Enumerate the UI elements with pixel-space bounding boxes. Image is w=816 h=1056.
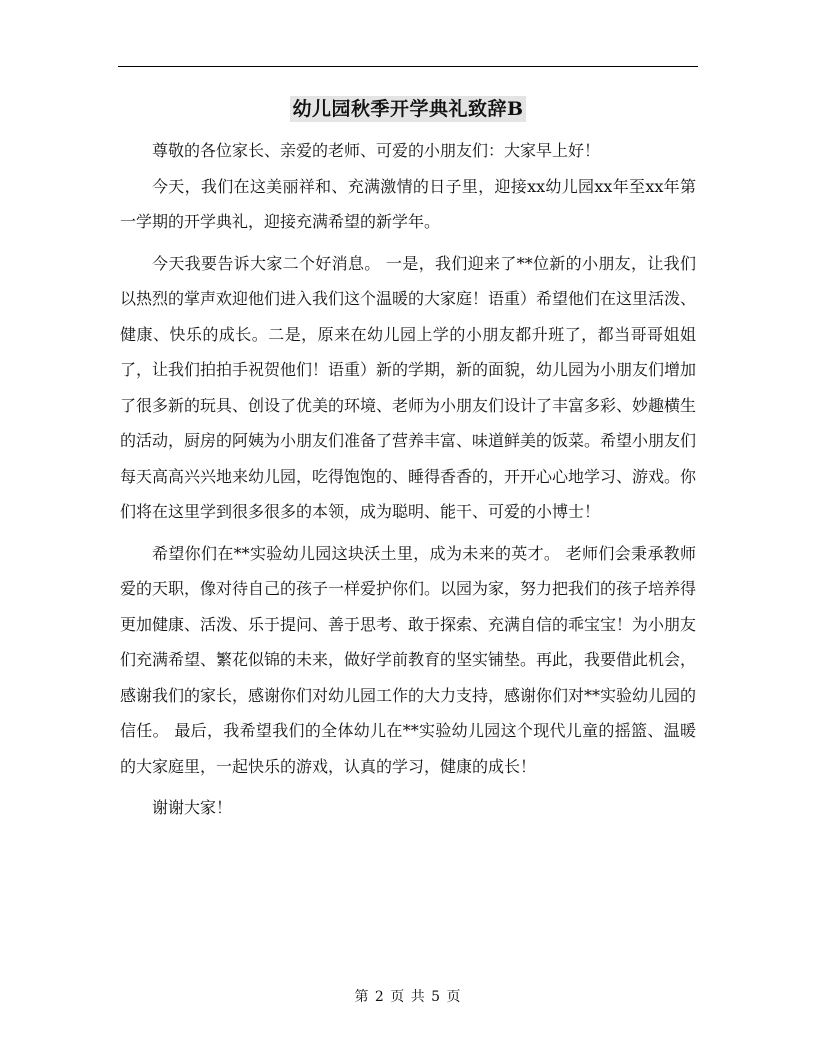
body-paragraph: 今天我要告诉大家二个好消息。 一是，我们迎来了**位新的小朋友，让我们以热烈的掌声欢迎他们进入我们这个温暖的大家庭！语重）希望他们在这里活泼、健康、快乐的成长。二是，原来在幼儿园上学的小朋友都升班了，都当哥哥姐姐了，让我们拍拍手祝贺他们！语重）新的学期，新的面貌，幼儿园为小朋友们增加了很多新的玩具、创设了优美的环境、老师为小朋友们设计了丰富多彩、妙趣横生的活动，厨房的阿姨为小朋友们准备了营养丰富、味道鲜美的饭菜。希望小朋友们每天高高兴兴地来幼儿园，吃得饱饱的、睡得香香的，开开心心地学习、游戏。你们将在这里学到很多很多的本领，成为聪明、能干、可爱的小博士！ — [120, 253, 697, 521]
page-number-footer: 第 2 页 共 5 页 — [354, 989, 462, 1005]
document-title: 幼儿园秋季开学典礼致辞B — [292, 98, 524, 120]
header-rule — [118, 66, 698, 67]
document-title-line — [0, 96, 816, 122]
closing-paragraph: 谢谢大家！ — [152, 798, 233, 817]
greeting-paragraph: 尊敬的各位家长、亲爱的老师、可爱的小朋友们：大家早上好！ — [152, 141, 601, 160]
body-paragraph: 希望你们在**实验幼儿园这块沃土里，成为未来的英才。 老师们会秉承教师爱的天职，像对待自己的孩子一样爱护你们。以园为家，努力把我们的孩子培养得更加健康、活泼、乐于提问、善于思考、敢于探索、充满自信的乖宝宝！为小朋友们充满希望、繁花似锦的未来，做好学前教育的坚实铺垫。再此，我要借此机会，感谢我们的家长，感谢你们对幼儿园工作的大力支持，感谢你们对**实验幼儿园的信任。 最后，我希望我们的全体幼儿在**实验幼儿园这个现代儿童的摇篮、温暖的大家庭里，一起快乐的游戏，认真的学习，健康的成长！ — [120, 543, 697, 776]
document-body — [120, 133, 696, 826]
body-paragraph: 今天，我们在这美丽祥和、充满激情的日子里，迎接xx幼儿园xx年至xx年第一学期的开学典礼，迎接充满希望的新学年。 — [120, 176, 696, 231]
